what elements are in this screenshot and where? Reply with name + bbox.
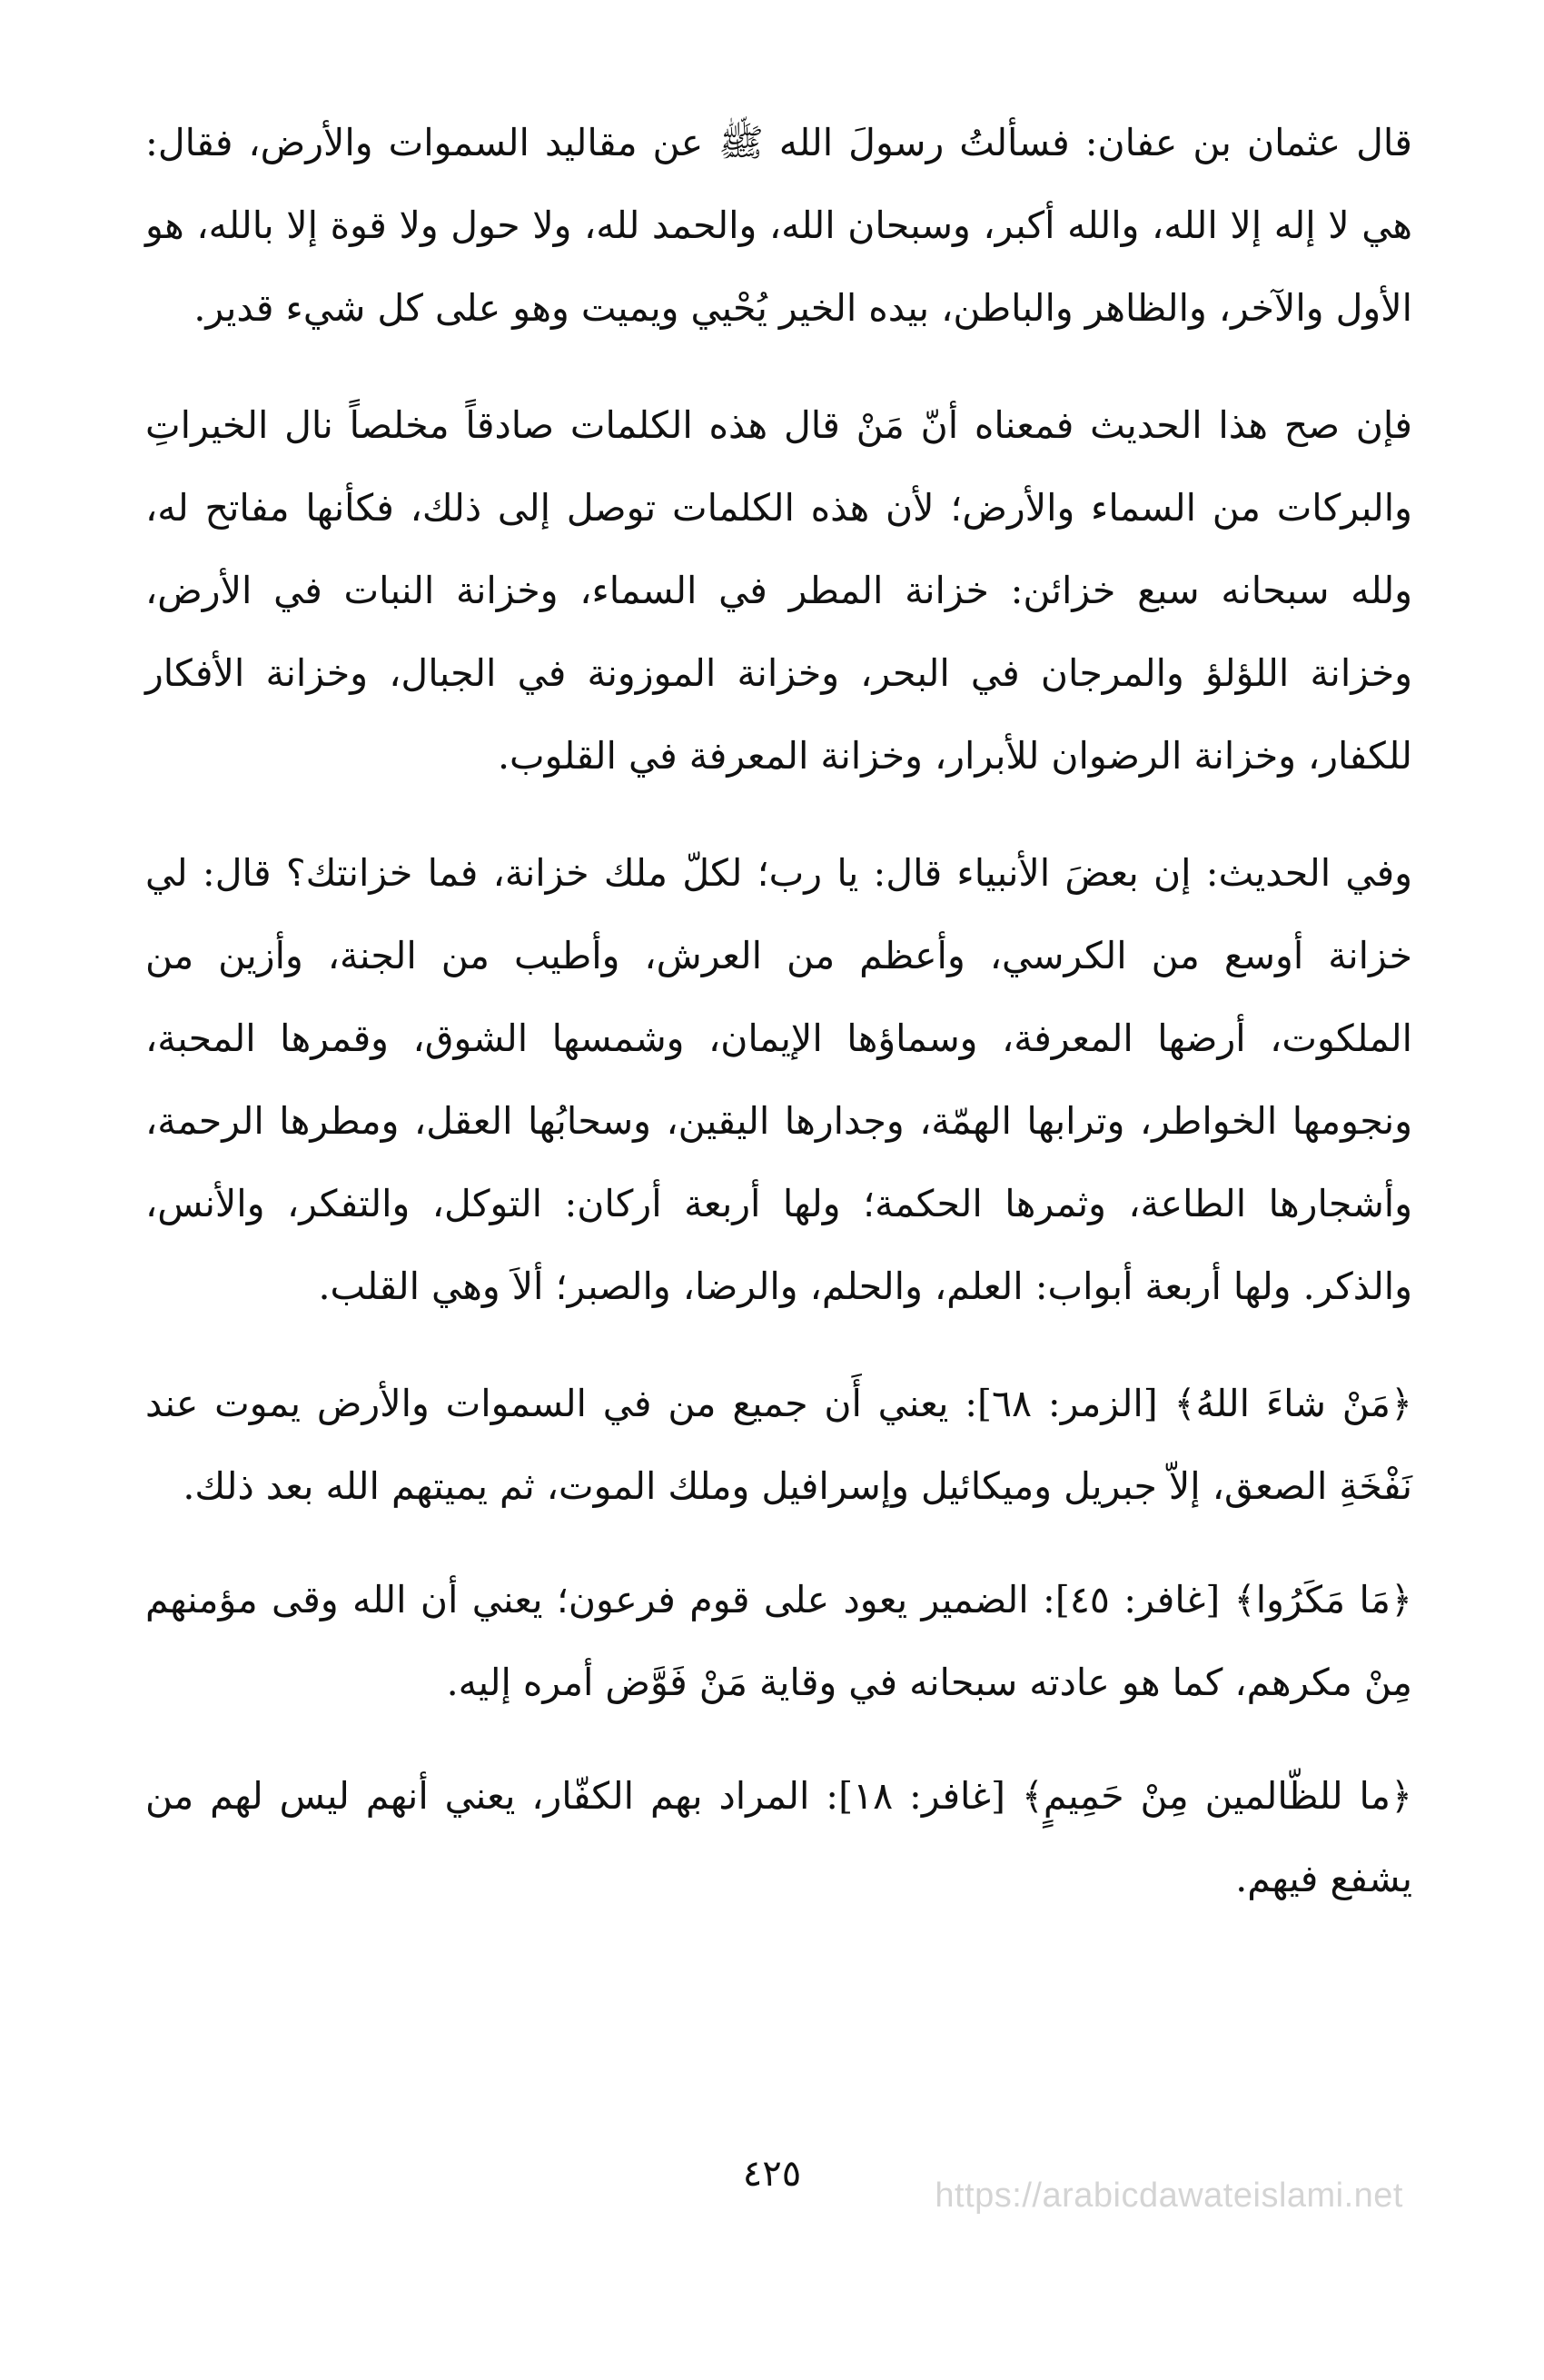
watermark-url: https://arabicdawateislami.net: [935, 2177, 1403, 2215]
paragraph-ghafir-45: ﴿مَا مَكَرُوا﴾ [غافر: ٤٥]: الضمير يعود على قوم فرعون؛ يعني أن الله وقى مؤمنهم مِنْ مكرهم، كما هو عادته سبحانه في وقاية مَنْ فَوَّض أمره إليه.: [145, 1578, 1412, 1704]
page-body: [145, 102, 1412, 1951]
paragraph-seven-treasuries: فإن صح هذا الحديث فمعناه أنّ مَنْ قال هذه الكلمات صادقاً مخلصاً نال الخيراتِ والبركات من السماء والأرض؛ لأن هذه الكلمات توصل إلى ذلك، فكأنها مفاتح له، ولله سبحانه سبع خزائن: خزانة المطر في السماء، وخزانة النبات في الأرض، وخزانة اللؤلؤ والمرجان في البحر، وخزانة الموزونة في الجبال، وخزانة الأفكار للكفار، وخزانة الرضوان للأبرار، وخزانة المعرفة في القلوب.: [145, 403, 1412, 778]
page-number: ٤٢٥: [742, 2153, 802, 2195]
paragraph-keys-of-heavens: قال عثمان بن عفان: فسألتُ رسولَ الله ﷺ عن مقاليد السموات والأرض، فقال: هي لا إله إلا الله، والله أكبر، وسبحان الله، والحمد لله، ولا حول ولا قوة إلا بالله، هو الأول والآخر، والظاهر والباطن، بيده الخير يُحْيي ويميت وهو على كل شيء قدير.: [145, 121, 1413, 330]
paragraph-zumar-68: ﴿مَنْ شاءَ اللهُ﴾ [الزمر: ٦٨]: يعني أَن جميع من في السموات والأرض يموت عند نَفْخَةِ الصعق، إلاّ جبريل وميكائيل وإسرافيل وملك الموت، ثم يميتهم الله بعد ذلك.: [145, 1382, 1412, 1508]
paragraph-treasury-of-heart: وفي الحديث: إن بعضَ الأنبياء قال: يا رب؛ لكلّ ملك خزانة، فما خزانتك؟ قال: لي خزانة أوسع من الكرسي، وأعظم من العرش، وأطيب من الجنة، وأزين من الملكوت، أرضها المعرفة، وسماؤها الإيمان، وشمسها الشوق، وقمرها المحبة، ونجومها الخواطر، وترابها الهمّة، وجدارها اليقين، وسحابُها العقل، ومطرها الرحمة، وأشجارها الطاعة، وثمرها الحكمة؛ ولها أربعة أركان: التوكل، والتفكر، والأنس، والذكر. ولها أربعة أبواب: العلم، والحلم، والرضا، والصبر؛ ألاَ وهي القلب.: [145, 851, 1412, 1308]
paragraph-ghafir-18: ﴿ما للظّالمين مِنْ حَمِيمٍ﴾ [غافر: ١٨]: المراد بهم الكفّار، يعني أنهم ليس لهم من يشفع فيهم.: [145, 1774, 1412, 1900]
